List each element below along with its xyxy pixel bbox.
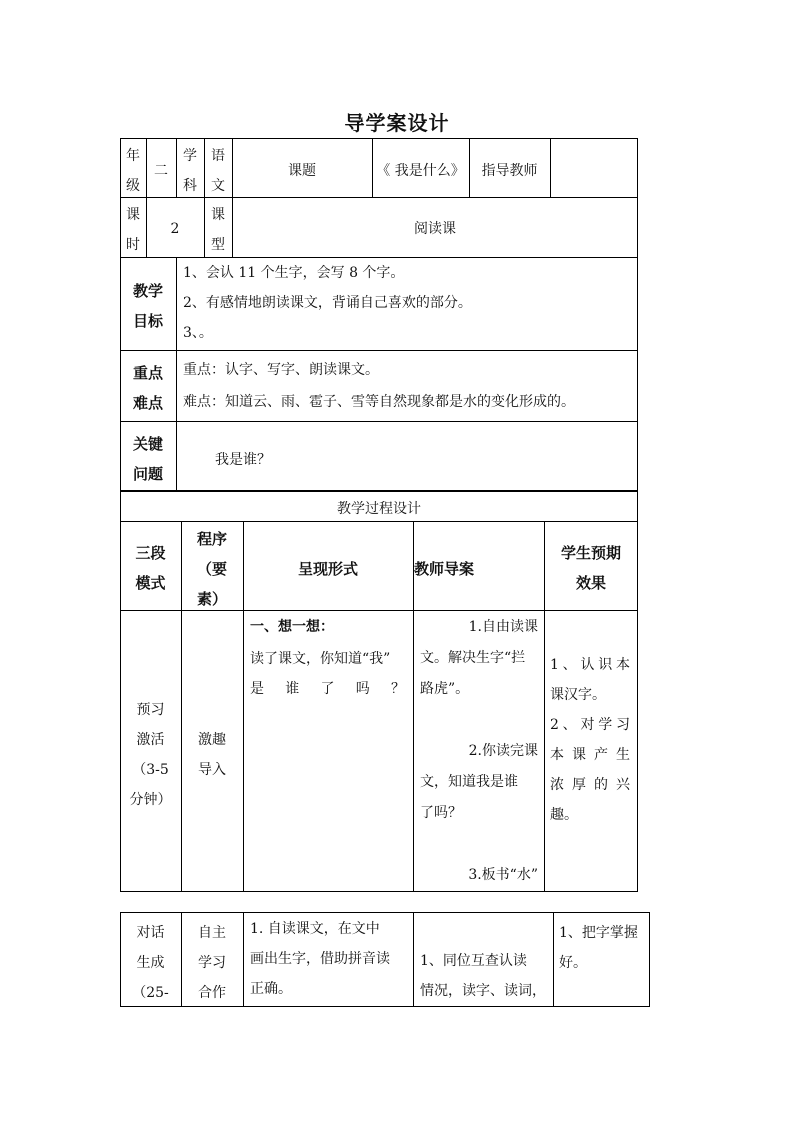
grade-label: 年 级 [126,148,140,194]
header-mode: 三段 模式 [135,544,166,592]
teacher-label: 指导教师 [481,163,538,179]
key-question-text: 我是谁？ [215,452,271,468]
period-label: 课 时 [126,207,140,253]
row2-form-text: 1. 自读课文，在文中 画出生字，借助拼音读 正确。 [250,921,390,997]
header-guide: 教师导案 [414,560,475,578]
objective-line: 1、会认 11 个生字，会写 8 个字。 [183,265,405,281]
row1-mode: 预习 激活 （3-5 分钟） [129,702,172,808]
objective-line: 3、。 [183,325,213,341]
header-procedure: 程序 （要 素） [196,530,227,608]
row2-procedure: 自主 学习 合作 [198,925,226,1001]
col-divider [550,138,551,197]
col-divider [553,912,554,1007]
focus-line: 重点：认字、写字、朗读课文。 [183,362,379,378]
row1-guide-text: 1.自由读课 文。解决生字“拦 路虎”。 2.你读完课 文，知道我是谁 了吗？ 3.板书“水” [420,619,538,883]
row2-guide-text: 1、同位互查认读 情况，读字、读词， [420,953,546,999]
row1-effect-text: 1、认识本 课汉字。 2、对学习 本 课 产 生 浓 厚 的 兴 趣。 [550,657,630,823]
row1-form-text: 读了课文，你知道“我” 是 谁 了 吗 ？ [250,651,405,697]
objectives-label: 教学 目标 [132,282,163,330]
row2-effect-text: 1、把字掌握 好。 [559,925,638,971]
header-form: 呈现形式 [297,560,358,578]
row-divider [120,350,638,351]
col-divider [413,912,414,1007]
page-title: 导学案设计 [344,111,450,135]
row-divider [120,421,638,422]
type-value: 阅读课 [414,221,456,237]
focus-text [183,354,575,418]
focus-line: 难点：知道云、雨、雹子、雪等自然现象都是水的变化形成的。 [183,394,575,410]
process-section-title: 教学过程设计 [337,501,421,517]
grade-value: 二 [154,163,168,179]
row1-form-title: 一、想一想： [250,619,334,635]
subject-label: 学 科 [183,148,197,194]
focus-label: 重点 难点 [132,364,163,412]
subject-value: 语 文 [211,148,225,194]
col-divider [243,912,244,1007]
row1-procedure: 激趣 导入 [198,732,226,778]
period-value: 2 [170,221,180,237]
objectives-text [183,258,472,348]
objective-line: 2、有感情地朗读课文，背诵自己喜欢的部分。 [183,295,472,311]
row2-mode: 对话 生成 （25- [132,925,169,1001]
topic-value: 《 我是什么》 [376,163,465,179]
key-question-label: 关键 问题 [132,435,163,483]
col-divider [176,257,177,491]
header-effect: 学生预期 效果 [560,544,621,592]
topic-label: 课题 [288,163,316,179]
type-label: 课 型 [211,207,225,253]
